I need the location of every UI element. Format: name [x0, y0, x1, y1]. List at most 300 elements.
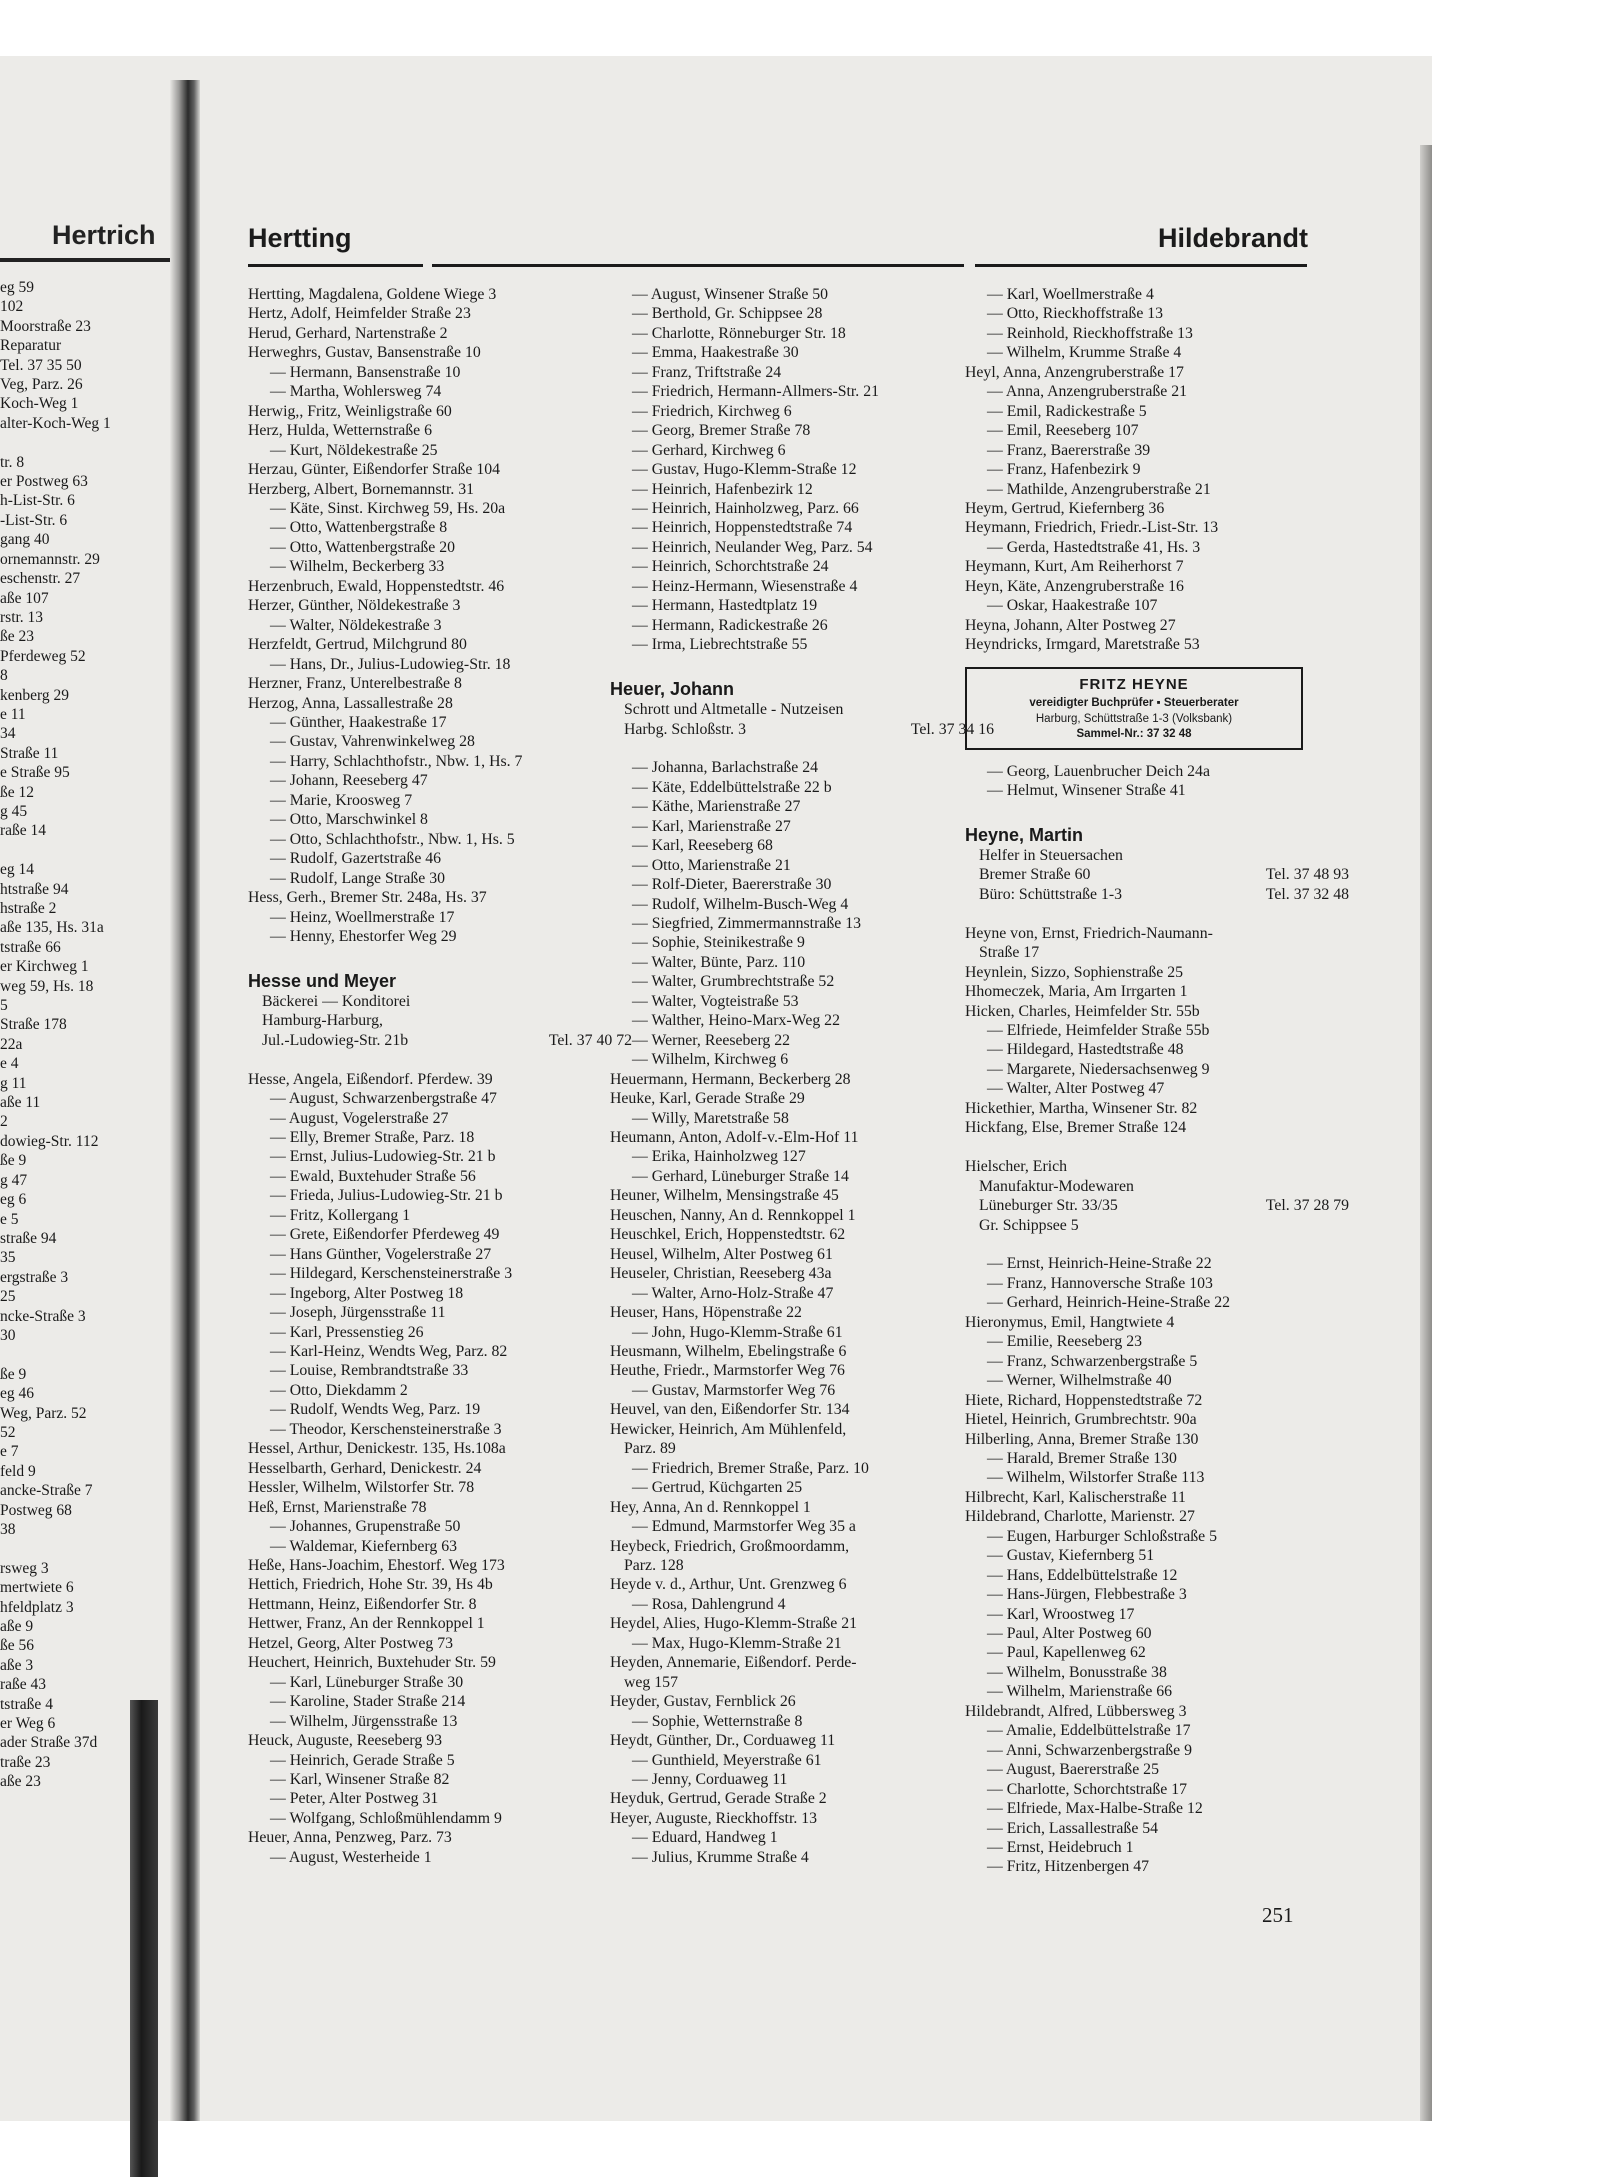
directory-entry: Hettich, Friedrich, Hohe Str. 39, Hs 4b [248, 1576, 493, 1594]
left-page-line: aße 9 [0, 1618, 34, 1636]
directory-entry: Heße, Hans-Joachim, Ehestorf. Weg 173 [248, 1556, 505, 1574]
directory-entry: Hietel, Heinrich, Grumbrechtstr. 90a [965, 1411, 1197, 1429]
directory-entry: — August, Westerheide 1 [270, 1848, 432, 1866]
header-rule-right [975, 264, 1307, 267]
directory-entry: — Hans Günther, Vogelerstraße 27 [270, 1245, 492, 1263]
left-page-line: ader Straße 37d [0, 1734, 98, 1752]
directory-entry: Hesse, Angela, Eißendorf. Pferdew. 39 [248, 1070, 493, 1088]
directory-entry: — Paul, Kapellenweg 62 [987, 1644, 1146, 1662]
left-page-line: hstraße 2 [0, 900, 57, 917]
directory-entry: Herweghrs, Gustav, Bansenstraße 10 [248, 344, 481, 362]
directory-entry: — Hans, Dr., Julius-Ludowieg-Str. 18 [270, 655, 511, 673]
directory-entry: Herz, Hulda, Wetternstraße 6 [248, 422, 432, 440]
directory-entry: — Heinrich, Hoppenstedtstraße 74 [632, 519, 853, 537]
directory-entry: — Karl-Heinz, Wendts Weg, Parz. 82 [270, 1342, 508, 1360]
directory-entry: — Elfriede, Max-Halbe-Straße 12 [987, 1800, 1203, 1818]
directory-entry: — Peter, Alter Postweg 31 [270, 1790, 439, 1808]
directory-entry: — Günther, Haakestraße 17 [270, 713, 447, 731]
directory-entry: — Heinrich, Gerade Straße 5 [270, 1751, 455, 1769]
left-page-line: hfeldplatz 3 [0, 1598, 74, 1616]
directory-entry: — Edmund, Marmstorfer Weg 35 a [632, 1518, 856, 1536]
listing-address: Bremer Straße 60 [979, 866, 1091, 884]
left-page-line: 35 [0, 1249, 16, 1267]
directory-entry: — Julius, Krumme Straße 4 [632, 1848, 809, 1866]
left-page-line: eg 59 [0, 279, 35, 296]
directory-entry: — Gustav, Kiefernberg 51 [987, 1547, 1155, 1565]
left-page-line: Reparatur [0, 337, 62, 355]
directory-entry: Hicken, Charles, Heimfelder Str. 55b [965, 1002, 1200, 1020]
directory-entry: — Frieda, Julius-Ludowieg-Str. 21 b [270, 1187, 503, 1205]
directory-entry: — Charlotte, Schorchtstraße 17 [987, 1780, 1188, 1798]
left-page-line: 2 [0, 1113, 8, 1131]
left-page-line: Straße 178 [0, 1016, 67, 1034]
directory-entry: — Walter, Arno-Holz-Straße 47 [632, 1284, 834, 1302]
directory-entry: Heyne von, Ernst, Friedrich-Naumann- [965, 924, 1213, 942]
directory-entry: — Hermann, Bansenstraße 10 [270, 363, 461, 381]
directory-entry: Heyduk, Gertrud, Gerade Straße 2 [610, 1790, 827, 1808]
directory-entry: — Heinrich, Hainholzweg, Parz. 66 [632, 499, 859, 517]
directory-entry: — Gustav, Marmstorfer Weg 76 [632, 1381, 836, 1399]
directory-entry: — Max, Hugo-Klemm-Straße 21 [632, 1634, 842, 1652]
directory-entry: — Hermann, Radickestraße 26 [632, 616, 828, 634]
directory-entry: — Fritz, Hitzenbergen 47 [987, 1858, 1150, 1876]
left-page-header: Hertrich [52, 220, 156, 250]
directory-entry: — Waldemar, Kiefernberg 63 [270, 1537, 458, 1555]
spacer [965, 1235, 1315, 1254]
directory-entry: — Sophie, Wetternstraße 8 [632, 1712, 803, 1730]
directory-entry: — Heinrich, Schorchtstraße 24 [632, 558, 829, 576]
left-page-line: Weg, Parz. 52 [0, 1404, 87, 1422]
directory-entry: — Franz, Baererstraße 39 [987, 441, 1151, 459]
directory-entry: Heuck, Auguste, Reeseberg 93 [248, 1732, 443, 1750]
advertisement-fritz-heyne [965, 667, 1303, 750]
directory-entry: — Karl, Pressenstieg 26 [270, 1323, 424, 1341]
left-page-line: 52 [0, 1423, 16, 1441]
directory-entry: — Käte, Eddelbüttelstraße 22 b [632, 778, 832, 796]
directory-entry: — Ernst, Julius-Ludowieg-Str. 21 b [270, 1148, 496, 1166]
directory-entry: — Rudolf, Gazertstraße 46 [270, 850, 442, 868]
left-page-line: 8 [0, 667, 8, 685]
directory-entry: — Elly, Bremer Straße, Parz. 18 [270, 1129, 475, 1146]
left-page-line [0, 1539, 111, 1558]
left-page-line: aße 135, Hs. 31a [0, 919, 104, 937]
directory-entry: — Eduard, Handweg 1 [632, 1829, 778, 1847]
directory-entry: — Karl, Winsener Straße 82 [270, 1770, 450, 1788]
spacer [248, 1050, 618, 1069]
column-2 [610, 285, 994, 1867]
ad-line-3: Sammel-Nr.: 37 32 48 [1076, 727, 1192, 740]
directory-entry: Schrott und Altmetalle - Nutzeisen [624, 701, 844, 719]
directory-entry: — Georg, Bremer Straße 78 [632, 422, 811, 440]
directory-entry: Herud, Gerhard, Nartenstraße 2 [248, 324, 448, 342]
directory-entry: — August, Vogelerstraße 27 [270, 1109, 449, 1127]
directory-entry: — Wilhelm, Jürgensstraße 13 [270, 1712, 458, 1730]
directory-entry: Heyn, Käte, Anzengruberstraße 16 [965, 577, 1184, 595]
left-page-line: 102 [0, 298, 24, 316]
listing-phone: Tel. 37 48 93 [1265, 866, 1349, 884]
left-page-line: ße 56 [0, 1637, 35, 1655]
directory-entry: — Fritz, Kollergang 1 [270, 1206, 411, 1224]
spacer [610, 739, 980, 758]
left-page-line: 34 [0, 725, 16, 743]
left-page-line: tstraße 66 [0, 938, 61, 956]
directory-entry: Heusel, Wilhelm, Alter Postweg 61 [610, 1245, 833, 1263]
spacer [610, 655, 980, 674]
directory-entry: Hildebrandt, Alfred, Lübbersweg 3 [965, 1702, 1187, 1720]
left-page-line: Pferdeweg 52 [0, 647, 86, 665]
directory-entry: Heyl, Anna, Anzengruberstraße 17 [965, 363, 1184, 381]
directory-entry: Heuschen, Nanny, An d. Rennkoppel 1 [610, 1206, 856, 1224]
directory-entry: — Johannes, Grupenstraße 50 [270, 1518, 461, 1536]
directory-entry: — Gerda, Hastedtstraße 41, Hs. 3 [987, 538, 1201, 556]
left-page-line: raße 14 [0, 822, 47, 840]
directory-entry: — Berthold, Gr. Schippsee 28 [632, 305, 823, 323]
spacer [965, 1138, 1315, 1157]
directory-entry: — Charlotte, Rönneburger Str. 18 [632, 324, 846, 342]
directory-entry: — Heinrich, Hafenbezirk 12 [632, 480, 813, 498]
directory-entry: — Helmut, Winsener Straße 41 [987, 782, 1186, 800]
left-page-line: er Postweg 63 [0, 473, 88, 491]
directory-entry: Hickfang, Else, Bremer Straße 124 [965, 1119, 1187, 1137]
directory-entry: — Eugen, Harburger Schloßstraße 5 [987, 1527, 1218, 1545]
directory-entry: Heuseler, Christian, Reeseberg 43a [610, 1265, 832, 1283]
spacer [248, 946, 618, 965]
directory-entry: — Gertrud, Küchgarten 25 [632, 1479, 803, 1497]
business-listing-heading: Heyne, Martin [965, 824, 1084, 845]
left-page-line: eg 14 [0, 861, 35, 879]
directory-entry: — John, Hugo-Klemm-Straße 61 [632, 1323, 843, 1341]
ad-line-2: Harburg, Schüttstraße 1-3 (Volksbank) [1035, 712, 1233, 725]
directory-entry: Heyder, Gustav, Fernblick 26 [610, 1693, 796, 1711]
running-head-right: Hildebrandt [1157, 223, 1308, 253]
directory-entry: Straße 17 [979, 944, 1040, 962]
directory-entry: Hildebrand, Charlotte, Marienstr. 27 [965, 1508, 1195, 1526]
directory-entry: Helfer in Steuersachen [979, 846, 1123, 864]
listing-address: Büro: Schüttstraße 1-3 [979, 885, 1123, 903]
directory-entry: — Otto, Diekdamm 2 [270, 1381, 408, 1399]
left-page-line: rsweg 3 [0, 1559, 49, 1577]
listing-phone: Tel. 37 34 16 [910, 720, 994, 738]
directory-entry: Hesselbarth, Gerhard, Denickestr. 24 [248, 1459, 482, 1477]
directory-entry: Hilbrecht, Karl, Kalischerstraße 11 [965, 1488, 1186, 1506]
directory-entry: — Friedrich, Hermann-Allmers-Str. 21 [632, 383, 879, 401]
directory-entry: — Rudolf, Wilhelm-Busch-Weg 4 [632, 895, 849, 913]
directory-entry: Hettwer, Franz, An der Rennkoppel 1 [248, 1615, 485, 1633]
directory-entry: Bäckerei — Konditorei [262, 992, 411, 1010]
directory-entry: — Anna, Anzengruberstraße 21 [987, 383, 1188, 401]
directory-entry: Hess, Gerh., Bremer Str. 248a, Hs. 37 [248, 889, 487, 907]
left-page-line: g 45 [0, 802, 28, 820]
directory-entry: — August, Baererstraße 25 [987, 1761, 1159, 1779]
header-rule-left [248, 264, 423, 267]
directory-entry: Hettmann, Heinz, Eißendorfer Str. 8 [248, 1595, 477, 1613]
left-page-line: 25 [0, 1288, 16, 1306]
left-page-line: ße 9 [0, 1365, 27, 1383]
directory-entry: — Ernst, Heinrich-Heine-Straße 22 [987, 1255, 1212, 1273]
left-page-line: aße 23 [0, 1773, 41, 1791]
directory-entry: Manufaktur-Modewaren [979, 1177, 1134, 1195]
column-3-bottom [965, 762, 1349, 1877]
left-page-line: -List-Str. 6 [0, 511, 68, 529]
directory-entry: — Amalie, Eddelbüttelstraße 17 [987, 1722, 1191, 1740]
directory-entry: Heuthe, Friedr., Marmstorfer Weg 76 [610, 1362, 845, 1380]
page-edge-shadow [1420, 145, 1432, 2121]
directory-entry: Herzenbruch, Ewald, Hoppenstedtstr. 46 [248, 577, 505, 595]
left-page-line: 38 [0, 1521, 16, 1538]
directory-entry: — Karoline, Stader Straße 214 [270, 1693, 466, 1711]
left-page-line [0, 1345, 111, 1364]
directory-entry: — Oskar, Haakestraße 107 [987, 597, 1158, 615]
left-page-line: eg 46 [0, 1385, 35, 1403]
directory-entry: Hilberling, Anna, Bremer Straße 130 [965, 1430, 1199, 1448]
directory-entry: — Emma, Haakestraße 30 [632, 344, 799, 362]
directory-entry: — Gerhard, Heinrich-Heine-Straße 22 [987, 1294, 1231, 1312]
directory-page [200, 145, 1420, 2121]
directory-entry: — Wilhelm, Krumme Straße 4 [987, 344, 1182, 362]
directory-entry: Heuermann, Hermann, Beckerberg 28 [610, 1070, 851, 1088]
directory-entry: Hewicker, Heinrich, Am Mühlenfeld, [610, 1420, 847, 1438]
directory-entry: — Georg, Lauenbrucher Deich 24a [987, 762, 1210, 780]
left-page-line: 30 [0, 1326, 16, 1344]
directory-entry: — Martha, Wohlersweg 74 [270, 383, 442, 401]
directory-entry: Heß, Ernst, Marienstraße 78 [248, 1498, 427, 1516]
directory-entry: — Elfriede, Heimfelder Straße 55b [987, 1022, 1210, 1040]
left-page-line: ergstraße 3 [0, 1268, 69, 1286]
directory-entry: — Willy, Maretstraße 58 [632, 1109, 789, 1127]
left-page-line: gang 40 [0, 531, 50, 549]
left-page-line: ße 12 [0, 783, 35, 801]
directory-entry: — Reinhold, Rieckhoffstraße 13 [987, 324, 1193, 342]
directory-entry: — Emil, Radickestraße 5 [987, 402, 1147, 420]
directory-entry: — Wilhelm, Beckerberg 33 [270, 558, 445, 576]
directory-entry: — Mathilde, Anzengruberstraße 21 [987, 480, 1211, 498]
directory-entry: — Friedrich, Kirchweg 6 [632, 402, 792, 420]
directory-entry: Heymann, Friedrich, Friedr.-List-Str. 13 [965, 519, 1219, 537]
directory-entry: Heuner, Wilhelm, Mensingstraße 45 [610, 1187, 839, 1205]
directory-entry: — Karl, Reeseberg 68 [632, 837, 773, 855]
spacer [965, 801, 1315, 820]
directory-entry: — Otto, Wattenbergstraße 20 [270, 538, 456, 556]
left-page-line: 5 [0, 997, 8, 1015]
directory-entry: — Walter, Alter Postweg 47 [987, 1080, 1165, 1098]
directory-entry: — Hans, Eddelbüttelstraße 12 [987, 1566, 1178, 1584]
ad-title: FRITZ HEYNE [1079, 675, 1189, 693]
directory-entry: Herzer, Günther, Nöldekestraße 3 [248, 597, 461, 615]
directory-entry: — Wilhelm, Wilstorfer Straße 113 [987, 1469, 1205, 1487]
directory-entry: — Hildegard, Kerschensteinerstraße 3 [270, 1265, 513, 1283]
directory-entry: — Wilhelm, Kirchweg 6 [632, 1051, 789, 1069]
directory-entry: Heyer, Auguste, Rieckhoffstr. 13 [610, 1809, 818, 1827]
left-page-line: straße 94 [0, 1229, 57, 1247]
left-page-line [0, 841, 111, 860]
directory-entry: — Ingeborg, Alter Postweg 18 [270, 1284, 464, 1302]
directory-entry: Hickethier, Martha, Winsener Str. 82 [965, 1099, 1198, 1117]
directory-entry: Heyna, Johann, Alter Postweg 27 [965, 616, 1176, 634]
directory-entry: Hielscher, Erich [965, 1158, 1068, 1176]
directory-entry: — Hans-Jürgen, Flebbestraße 3 [987, 1586, 1187, 1604]
ad-line-1: vereidigter Buchprüfer ▪ Steuerberater [1029, 696, 1239, 709]
left-page-line: eschenstr. 27 [0, 570, 81, 588]
directory-entry: Heuschkel, Erich, Hoppenstedtstr. 62 [610, 1226, 846, 1244]
directory-entry: Hhomeczek, Maria, Am Irrgarten 1 [965, 983, 1188, 1001]
left-page-line: ße 23 [0, 628, 35, 646]
directory-entry: — Anni, Schwarzenbergstraße 9 [987, 1741, 1193, 1759]
directory-entry: Hertting, Magdalena, Goldene Wiege 3 [248, 286, 497, 303]
listing-address: Lüneburger Str. 33/35 [979, 1197, 1118, 1215]
directory-entry: Herzfeldt, Gertrud, Milchgrund 80 [248, 636, 467, 654]
directory-entry: — Gunthield, Meyerstraße 61 [632, 1751, 822, 1769]
left-page-line: tr. 8 [0, 453, 25, 471]
directory-entry: — Heinz, Woellmerstraße 17 [270, 908, 455, 926]
listing-address: Harbg. Schloßstr. 3 [624, 720, 746, 738]
left-page-line: e 11 [0, 705, 26, 723]
directory-entry: — Otto, Marienstraße 21 [632, 856, 791, 874]
directory-entry: — Hermann, Hastedtplatz 19 [632, 597, 818, 615]
directory-entry: — Heinz-Hermann, Wiesenstraße 4 [632, 577, 858, 595]
directory-entry: — Karl, Wroostweg 17 [987, 1605, 1135, 1623]
directory-entry: Hamburg-Harburg, [262, 1012, 383, 1030]
directory-entry: Hetzel, Georg, Alter Postweg 73 [248, 1634, 454, 1652]
listing-address-phone [610, 720, 994, 739]
directory-entry: Hiete, Richard, Hoppenstedtstraße 72 [965, 1391, 1203, 1409]
directory-entry: — Gustav, Vahrenwinkelweg 28 [270, 733, 475, 751]
left-page-line: Moorstraße 23 [0, 317, 91, 335]
directory-entry: — Walter, Bünte, Parz. 110 [632, 953, 806, 971]
directory-entry: — Joseph, Jürgensstraße 11 [270, 1304, 446, 1322]
left-page-line: e 7 [0, 1443, 19, 1461]
directory-entry: — Wolfgang, Schloßmühlendamm 9 [270, 1809, 502, 1827]
header-rule-middle [432, 264, 964, 267]
directory-entry: — Otto, Marschwinkel 8 [270, 811, 428, 829]
directory-entry: — Friedrich, Bremer Straße, Parz. 10 [632, 1459, 869, 1477]
directory-entry: — Franz, Triftstraße 24 [632, 363, 782, 381]
listing-address: Jul.-Ludowieg-Str. 21b [262, 1031, 409, 1049]
directory-entry: — Ewald, Buxtehuder Straße 56 [270, 1167, 476, 1185]
left-page-line: mertwiete 6 [0, 1579, 74, 1597]
directory-entry: Herwig,, Fritz, Weinligstraße 60 [248, 402, 452, 420]
directory-entry: Hieronymus, Emil, Hangtwiete 4 [965, 1313, 1175, 1331]
directory-entry: — Erich, Lassallestraße 54 [987, 1819, 1159, 1837]
directory-entry: — Otto, Schlachthofstr., Nbw. 1, Hs. 5 [270, 830, 515, 848]
listing-address-phone [965, 1196, 1349, 1215]
left-page-line: rstr. 13 [0, 608, 44, 626]
directory-entry: Heymann, Kurt, Am Reiherhorst 7 [965, 558, 1184, 576]
column-3 [965, 285, 1349, 1877]
left-page-line: feld 9 [0, 1462, 36, 1480]
directory-entry: Herzner, Franz, Unterelbestraße 8 [248, 675, 462, 693]
left-page-line: ncke-Straße 3 [0, 1307, 86, 1325]
listing-phone: Tel. 37 28 79 [1265, 1197, 1349, 1215]
directory-entry: — Johanna, Barlachstraße 24 [632, 759, 818, 777]
running-head-left: Hertting [248, 223, 352, 253]
column-1 [248, 285, 632, 1867]
directory-entry: Heuke, Karl, Gerade Straße 29 [610, 1090, 805, 1108]
book-spine-shadow [130, 1700, 158, 2177]
directory-entry: — Karl, Woellmerstraße 4 [987, 286, 1154, 303]
directory-entry: — Gerhard, Lüneburger Straße 14 [632, 1167, 849, 1185]
left-page-line: weg 59, Hs. 18 [0, 977, 94, 995]
listing-phone: Tel. 37 32 48 [1265, 885, 1349, 903]
directory-entry: — Theodor, Kerschensteinerstraße 3 [270, 1420, 502, 1438]
directory-entry: Herzog, Anna, Lassallestraße 28 [248, 694, 453, 712]
directory-entry: — Gerhard, Kirchweg 6 [632, 441, 786, 459]
left-page-line: er Weg 6 [0, 1715, 56, 1733]
directory-entry: Gr. Schippsee 5 [979, 1216, 1079, 1234]
left-page-line: raße 43 [0, 1676, 47, 1694]
directory-entry: — August, Winsener Straße 50 [632, 286, 829, 303]
directory-entry: — August, Schwarzenbergstraße 47 [270, 1090, 497, 1108]
directory-entry: — Siegfried, Zimmermannstraße 13 [632, 915, 861, 933]
directory-entry: Heym, Gertrud, Kiefernberg 36 [965, 499, 1165, 517]
left-page-line: e Straße 95 [0, 764, 70, 782]
directory-entry: Heyndricks, Irmgard, Maretstraße 53 [965, 636, 1200, 654]
directory-entry: — Erika, Hainholzweg 127 [632, 1148, 806, 1166]
directory-entry: — Karl, Marienstraße 27 [632, 817, 791, 835]
left-page-line: alter-Koch-Weg 1 [0, 414, 111, 432]
directory-entry: — Jenny, Corduaweg 11 [632, 1770, 788, 1788]
directory-entry: — Walter, Grumbrechtstraße 52 [632, 973, 835, 991]
directory-entry: — Emilie, Reeseberg 23 [987, 1333, 1143, 1351]
directory-entry: — Sophie, Steinikestraße 9 [632, 934, 805, 952]
left-page-line: aße 3 [0, 1656, 34, 1674]
directory-entry: — Margarete, Niedersachsenweg 9 [987, 1060, 1210, 1078]
left-page-line: ße 9 [0, 1152, 27, 1170]
left-page-line: h-List-Str. 6 [0, 492, 75, 510]
directory-entry: — Otto, Wattenbergstraße 8 [270, 519, 448, 537]
left-page-line: g 47 [0, 1171, 28, 1189]
directory-entry: Parz. 128 [624, 1556, 684, 1574]
directory-entry: — Kurt, Nöldekestraße 25 [270, 441, 438, 459]
directory-entry: Parz. 89 [624, 1440, 676, 1458]
spacer [965, 904, 1315, 923]
directory-entry: weg 157 [624, 1673, 678, 1691]
left-page-line: Koch-Weg 1 [0, 395, 79, 413]
directory-entry: — Wilhelm, Marienstraße 66 [987, 1683, 1173, 1701]
directory-entry: — Ernst, Heidebruch 1 [987, 1839, 1134, 1857]
directory-entry: — Hildegard, Hastedtstraße 48 [987, 1041, 1184, 1059]
listing-address-phone [965, 865, 1349, 884]
directory-entry: — Käthe, Marienstraße 27 [632, 798, 801, 816]
directory-entry: — Paul, Alter Postweg 60 [987, 1625, 1152, 1643]
directory-entry: — Werner, Reeseberg 22 [632, 1031, 791, 1049]
directory-entry: Heuvel, van den, Eißendorfer Str. 134 [610, 1401, 850, 1419]
left-header-rule [0, 258, 178, 262]
directory-entry: — Wilhelm, Bonusstraße 38 [987, 1663, 1167, 1681]
left-page-line: ornemannstr. 29 [0, 550, 100, 568]
business-listing-heading: Hesse und Meyer [248, 970, 397, 991]
left-page-line: ancke-Straße 7 [0, 1482, 93, 1500]
left-page-line: tstraße 4 [0, 1695, 53, 1713]
directory-entry: — Henny, Ehestorfer Weg 29 [270, 927, 457, 945]
book-gutter [170, 80, 200, 2121]
directory-entry: — Rosa, Dahlengrund 4 [632, 1595, 786, 1613]
left-page-fragment [0, 130, 188, 2120]
directory-entry: — Harald, Bremer Straße 130 [987, 1449, 1177, 1467]
left-page-line: 22a [0, 1035, 23, 1053]
directory-entry: — Rudolf, Lange Straße 30 [270, 869, 446, 887]
directory-entry: — Marie, Kroosweg 7 [270, 791, 413, 809]
listing-phone: Tel. 37 40 72 [548, 1031, 632, 1049]
left-page-line: Veg, Parz. 26 [0, 376, 83, 394]
directory-entry: — Walther, Heino-Marx-Weg 22 [632, 1012, 840, 1030]
directory-entry: — Rudolf, Wendts Weg, Parz. 19 [270, 1401, 481, 1419]
left-page-line: e 4 [0, 1055, 19, 1073]
left-page-line: dowieg-Str. 112 [0, 1132, 99, 1150]
directory-entry: Hertz, Adolf, Heimfelder Straße 23 [248, 305, 471, 323]
directory-entry: — Harry, Schlachthofstr., Nbw. 1, Hs. 7 [270, 752, 523, 770]
directory-entry: — Grete, Eißendorfer Pferdeweg 49 [270, 1226, 500, 1244]
directory-entry: — Irma, Liebrechtstraße 55 [632, 636, 808, 654]
